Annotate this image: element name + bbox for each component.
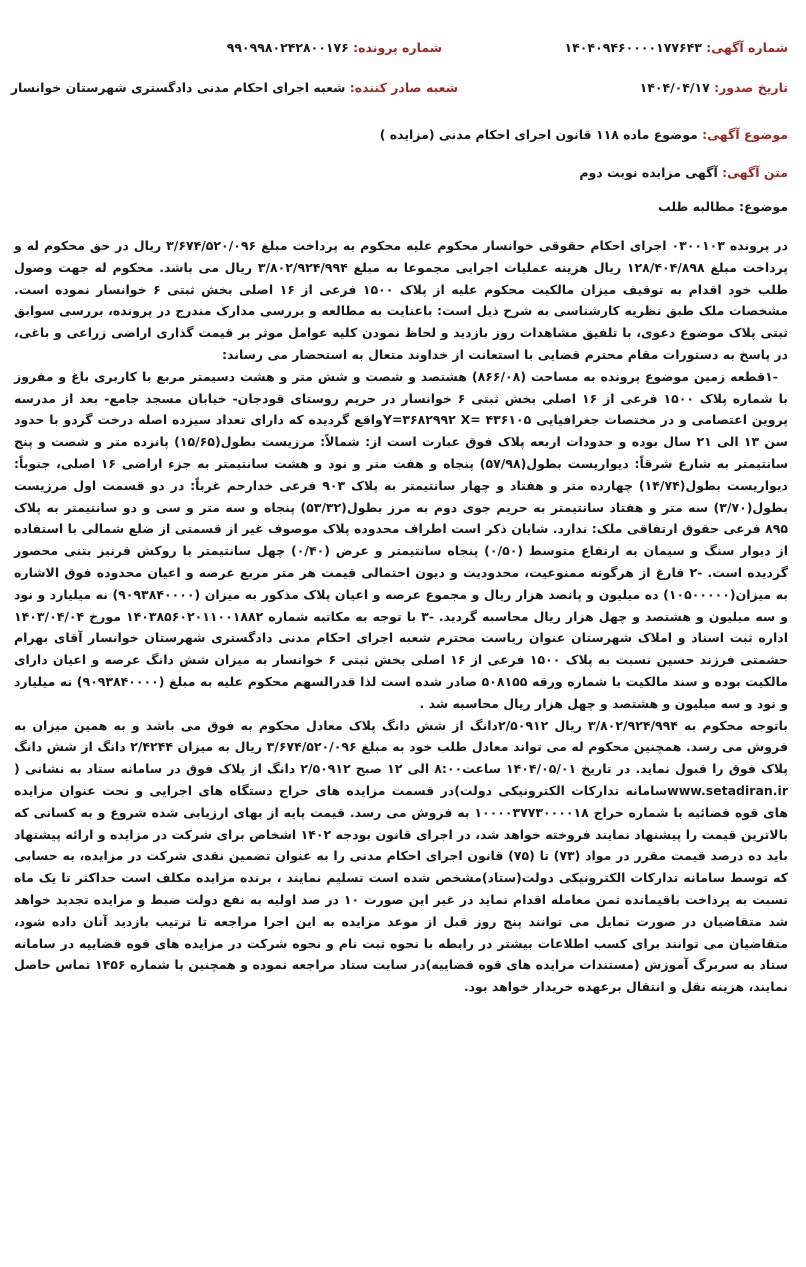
case-number-label: شماره پرونده: xyxy=(353,40,442,55)
notice-text-label: متن آگهی: xyxy=(722,165,788,180)
subject-row xyxy=(380,127,788,142)
case-number-row xyxy=(227,40,442,55)
notice-number-row xyxy=(565,40,788,55)
issue-date-row xyxy=(640,80,788,95)
issuer: شعبه اجرای احکام مدنی دادگستری شهرستان خوانسار xyxy=(10,80,346,95)
paragraph-property-details: -۱قطعه زمین موضوع پرونده به مساحت (۸۶۶/۰۸) هشتصد و شصت و شش متر و هشت دسیمتر مربع با کاربری باغ و مفروز با شماره پلاک ۱۵۰۰ فرعی از ۱۶ اصلی بخش ثبتی ۶ خوانسار در حریم روستای قودجان- خیابان مسجد جامع- بعد از مدرسه پروین اعتصامی و در مختصات جغرافیایی Y=۳۶۸۲۹۹۲ X= ۴۳۶۱۰۵واقع گردیده که دارای تعداد سیزده اصله درخت گردو با حدود سن ۱۳ الی ۲۱ سال بوده و حدودات اربعه پلاک فوق عبارت است از: شمالاً: مرزیست بطول(۱۵/۶۵) پانزده متر و شصت و پنج سانتیمتر به شارع شرقاً: دیواریست بطول(۵۷/۹۸) پنجاه و هفت متر و نود و هشت سانتیمتر به جزء اراضی ۱۶ اصلی، جنوباً: دیواریست بطول(۱۴/۷۴) چهارده متر و هفتاد و چهار سانتیمتر به پلاک ۹۰۳ فرعی خدارحم غرباً: در دو قسمت اول مرزیست بطول(۳/۷۰) سه متر و هفتاد سانتیمتر به حریم جوی دوم به مرز بطول(۵۳/۳۲) پنجاه و سه متر و سی و دو سانتیمتر به پلاک ۸۹۵ فرعی حقوق ارتفاقی ملک: ندارد. شایان ذکر است اطراف محدوده پلاک موصوف غیر از قسمتی از ضلع شمالی با استفاده از دیوار سنگ و سیمان به ارتفاع متوسط (۰/۵۰) پنجاه سانتیمتر و عرض (۰/۴۰) چهل سانتیمتر با روکش قرنیز بتنی محصور گردیده است. -۲ فارغ از هرگونه ممنوعیت، محدودیت و دیون احتمالی قیمت هر متر مربع عرصه و اعیان محدوده فوق الاشاره به میزان(۱۰۵۰۰۰۰۰) ده میلیون و پانصد هزار ریال و مجموع عرصه و اعیان پلاک مذکور به میزان (۹۰۹۳۸۴۰۰۰۰) نه میلیارد و نود و سه میلیون و هشتصد و چهل هزار ریال محاسبه گردید. -۳ با توجه به مکاتبه شماره ۱۴۰۳۸۵۶۰۲۰۱۱۰۰۱۸۸۲ مورخ ۱۴۰۳/۰۴/۰۴ اداره ثبت اسناد و املاک شهرستان عنوان ریاست محترم شعبه اجرای احکام مدنی دادگستری شهرستان خوانسار آقای بهرام حشمتی فرزند حسین نسبت به پلاک ۱۵۰۰ فرعی از ۱۶ اصلی بخش ثبتی ۶ خوانسار به میزان شش دانگ عرصه و اعیان دارای مالکیت بوده و سند مالکیت با شماره ورقه ۵۰۸۱۵۵ صادر شده است لذا قدرالسهم محکوم علیه به مبلغ (۹۰۹۳۸۴۰۰۰۰) نه میلیارد و نود و سه میلیون و هشتصد و چهل هزار ریال محاسبه شد . xyxy=(14,368,789,711)
paragraph-auction-terms: باتوجه محکوم به ۳/۸۰۲/۹۲۴/۹۹۴ ریال ۲/۵۰۹۱۲دانگ از شش دانگ پلاک معادل محکوم به فوق می باشد و به همین میزان به فروش می رسد. همچنین محکوم له می تواند معادل طلب خود به مبلغ ۳/۶۷۴/۵۲۰/۰۹۶ ریال به میزان ۲/۴۲۴۴ دانگ از شش دانگ پلاک فوق را قبول نماید. در تاریخ ۱۴۰۴/۰۵/۰۱ ساعت۸:۰۰ الی ۱۲ صبح ۲/۵۰۹۱۲ دانگ از پلاک فوق در سامانه ستاد به نشانی ( www.setadiran.irسامانه تدارکات الکترونیکی دولت)در قسمت مزایده های حراج دستگاه های اجرایی و تحت عنوان مزایده های قوه قضائیه با شماره حراج ۱۰۰۰۰۳۷۷۳۰۰۰۰۱۸ به فروش می رسد. قیمت پایه از بهای ارزیابی شده شروع و به کسانی که بالاترین قیمت را پیشنهاد نمایند فروخته خواهد شد، در اجرای قانون بودجه ۱۴۰۲ اشخاص برای شرکت در مزایده و ارائه پیشنهاد باید ده درصد قیمت مقرر در مواد (۷۳) تا (۷۵) قانون اجرای احکام مدنی را به عنوان تضمین نقدی شرکت در مزایده، به حسابی که توسط سامانه تدارکات الکترونیکی دولت(ستاد)مشخص شده است تسلیم نمایند ، برنده مزایده مکلف است حداکثر تا یک ماه نسبت به پرداخت باقیمانده ثمن معامله اقدام نماید در غیر این صورت ۱۰ در صد اولیه به نفع دولت ضبط و مزایده تجدید خواهد شد متقاضیان در صورت تمایل می توانند پنج روز قبل از موعد مزایده به این اجرا مراجعه تا ترتیب بازدید آنان داده شود، متقاضیان می توانند برای کسب اطلاعات بیشتر در رابطه با نحوه ثبت نام و نحوه شرکت در مزایده های قوه قضاییه در سامانه ستاد به سربرگ آموزش (مستندات مزایده های قوه قضاییه)در سایت ستاد مراجعه نموده و همچنین با شماره ۱۴۵۶ تماس حاصل نمایند، هزینه نقل و انتقال برعهده خریدار خواهد بود. xyxy=(14,717,789,995)
topic: موضوع: مطالبه طلب xyxy=(658,199,788,214)
case-number: ۹۹۰۹۹۸۰۲۴۲۸۰۰۱۷۶ xyxy=(226,40,349,55)
issuer-label: شعبه صادر کننده: xyxy=(349,80,458,95)
notice-text-row xyxy=(579,165,788,180)
issue-date-label: تاریخ صدور: xyxy=(714,80,788,95)
notice-text-title: آگهی مزایده نوبت دوم xyxy=(579,165,718,180)
subject: موضوع ماده ۱۱۸ قانون اجرای احکام مدنی (مزایده ) xyxy=(379,127,698,142)
notice-number-label: شماره آگهی: xyxy=(706,40,788,55)
topic-row xyxy=(658,199,788,214)
subject-label: موضوع آگهی: xyxy=(702,127,788,142)
issue-date: ۱۴۰۴/۰۴/۱۷ xyxy=(639,80,710,95)
notice-body xyxy=(14,235,788,998)
issuer-row xyxy=(11,80,458,95)
paragraph-case-summary: در پرونده ۰۳۰۰۱۰۳ اجرای احکام حقوقی خوانسار محکوم علیه محکوم به پرداخت مبلغ ۳/۶۷۴/۵۲۰/۰۹۶ ریال در حق محکوم له و پرداخت مبلغ ۱۲۸/۴۰۴/۸۹۸ ریال هزینه عملیات اجرایی مجموعا به مبلغ ۳/۸۰۲/۹۲۴/۹۹۴ ریال می باشد. محکوم له جهت وصول طلب خود اقدام به توقیف میزان مالکیت محکوم علیه از پلاک ۱۵۰۰ فرعی از ۱۶ اصلی بخش ثبتی ۶ خوانسار نموده است. مشخصات ملک طبق نظریه کارشناسی به شرح ذیل است: باعنایت به مطالعه و بررسی مدارک مندرج در پرونده، بررسی سوابق ثبتی پلاک موضوع دعوی، با تلفیق مشاهدات روز بازدید و لحاظ نمودن کلیه عوامل موثر بر قیمت گذاری اراضی زراعی و باغی، در پاسخ به دستورات مقام محترم قضایی با استعانت از خداوند متعال به استحضار می رساند: xyxy=(14,238,789,362)
notice-number: ۱۴۰۴۰۹۴۶۰۰۰۰۱۷۷۶۴۳ xyxy=(564,40,702,55)
